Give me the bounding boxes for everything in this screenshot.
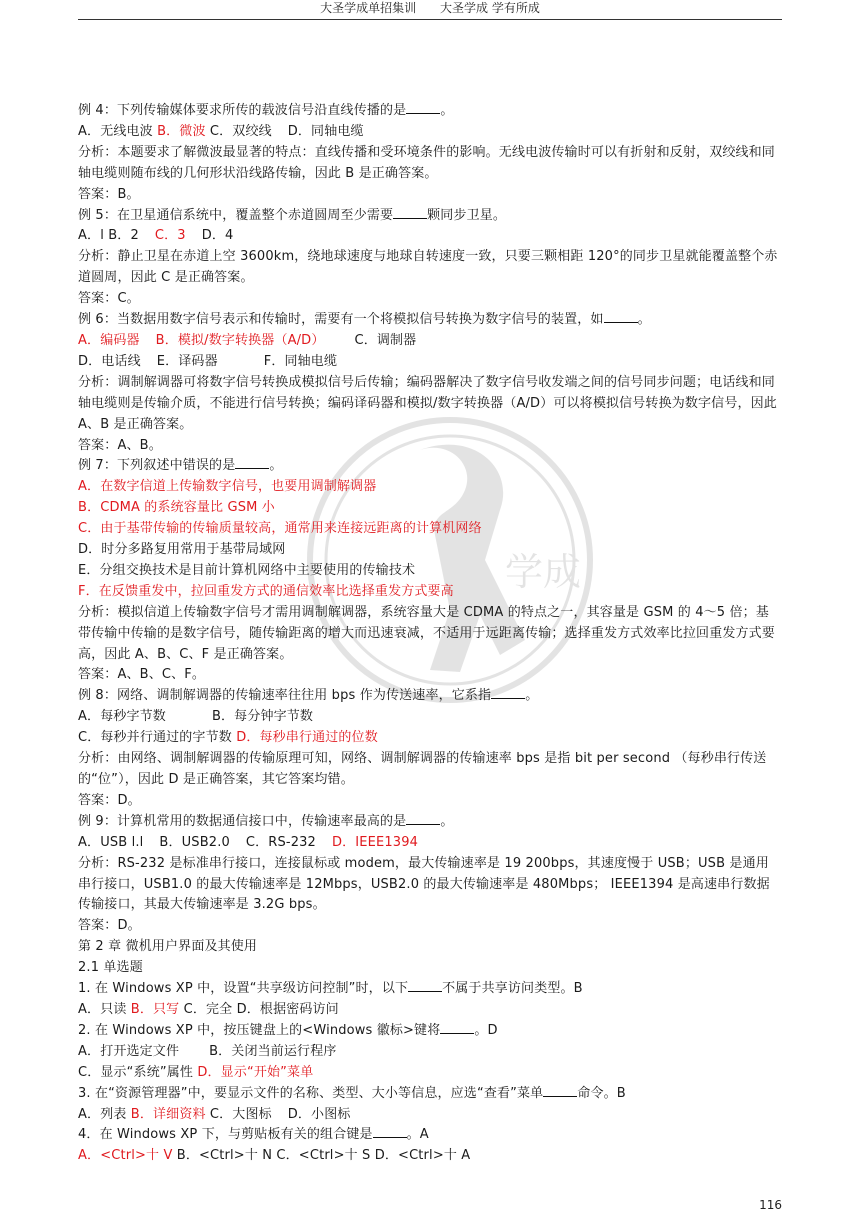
example-8-analysis: 分析：由网络、调制解调器的传输原理可知，网络、调制解调器的传输速率 bps 是指 bit per second （每秒串行传送的“位”），因此 D 是正确答案，其它答案均错。 bbox=[78, 751, 767, 787]
example-4-answer: 答案：B。 bbox=[78, 186, 140, 202]
correct-option: B．只写 bbox=[130, 1001, 180, 1017]
question-3-options: A．列表 B．详细资料 C．大图标 D．小图标 bbox=[78, 1106, 351, 1122]
answer-blank bbox=[408, 979, 442, 992]
correct-option: A．编码器 bbox=[78, 332, 140, 348]
question-1-options: A．只读 B．只写 C．完全 D．根据密码访问 bbox=[78, 1001, 339, 1017]
example-4-question: 例 4：下列传输媒体要求所传的载波信号沿直线传播的是 。 bbox=[78, 103, 454, 118]
question-2-options-row-1: A．打开选定文件 B．关闭当前运行程序 bbox=[78, 1043, 337, 1059]
answer-blank bbox=[543, 1084, 577, 1097]
example-6-question: 例 6：当数据用数字信号表示和传输时，需要有一个将模拟信号转换为数字信号的装置，如 。 bbox=[78, 312, 651, 328]
section-title: 2.1 单选题 bbox=[78, 960, 143, 976]
watermark-text: 学成 bbox=[505, 550, 582, 594]
example-4-options: A．无线电波 B．微波 C．双绞线 D．同轴电缆 bbox=[78, 123, 364, 139]
answer-blank bbox=[604, 310, 638, 323]
example-8-options-row-1: A．每秒字节数 B．每分钟字节数 bbox=[78, 709, 314, 725]
example-4-analysis: 分析：本题要求了解微波最显著的特点：直线传播和受环境条件的影响。无线电波传输时可以有折射和反射，双绞线和同轴电缆则随布线的几何形状沿线路传输，因此 B 是正确答案。 bbox=[78, 144, 775, 181]
answer-blank bbox=[393, 206, 427, 219]
example-7-option-e: E．分组交换技术是目前计算机网络中主要使用的传输技术 bbox=[78, 562, 416, 578]
correct-option: D．IEEE1394 bbox=[331, 834, 419, 850]
example-5-options: A．l B．2 C．3 D．4 bbox=[78, 228, 234, 244]
answer-blank bbox=[373, 1125, 407, 1138]
example-7-option-a: A．在数字信道上传输数字信号，也要用调制解调器 bbox=[78, 479, 377, 495]
example-9-answer: 答案：D。 bbox=[78, 918, 141, 934]
question-2: 2. 在 Windows XP 中，按压键盘上的<Windows 徽标>键将 。D bbox=[78, 1022, 498, 1038]
example-9-analysis: 分析：RS-232 是标准串行接口，连接鼠标或 modem，最大传输速率是 19 200bps，其速度慢于 USB；USB 是通用串行接口，USB1.0 的最大传输速率是 12Mbps，USB2.0 的最大传输速率是 480Mbps； IEEE1394 是高速串行数据传输接口，其最大传输速率是 3.2G bps。 bbox=[78, 855, 770, 913]
example-6-options-row-1: A．编码器 B．模拟/数字转换器（A/D） C．调制器 bbox=[78, 332, 417, 348]
example-9-options: A．USB l.l B．USB2.0 C．RS-232 D．IEEE1394 bbox=[78, 834, 419, 850]
correct-option: D．每秒串行通过的位数 bbox=[236, 730, 378, 746]
example-6-options-row-2: D．电话线 E．译码器 F．同轴电缆 bbox=[78, 353, 338, 369]
example-6-answer: 答案：A、B。 bbox=[78, 437, 162, 453]
example-7-option-d: D．时分多路复用常用于基带局域网 bbox=[78, 542, 286, 558]
correct-option: D．显示“开始”菜单 bbox=[197, 1064, 314, 1080]
correct-option: A．<Ctrl>十 V bbox=[78, 1148, 173, 1164]
correct-option: B．详细资料 bbox=[130, 1106, 206, 1122]
question-3: 3. 在“资源管理器”中，要显示文件的名称、类型、大小等信息，应选“查看”菜单 命令。B bbox=[78, 1085, 626, 1101]
correct-option: C．3 bbox=[154, 228, 186, 244]
question-2-options-row-2: C．显示“系统”属性 D．显示“开始”菜单 bbox=[78, 1064, 314, 1080]
example-5-analysis: 分析：静止卫星在赤道上空 3600km，绕地球速度与地球自转速度一致，只要三颗相距 120°的同步卫星就能覆盖整个赤道圆周，因此 C 是正确答案。 bbox=[78, 249, 778, 286]
header-right-text: 大圣学成 学有所成 bbox=[440, 1, 540, 15]
example-7-option-b: B．CDMA 的系统容量比 GSM 小 bbox=[78, 500, 275, 516]
example-5-answer: 答案：C。 bbox=[78, 291, 140, 307]
question-4-options: A．<Ctrl>十 V B．<Ctrl>十 N C．<Ctrl>十 S D．<Ctrl>十 A bbox=[78, 1148, 471, 1164]
example-7-question: 例 7：下列叙述中错误的是 。 bbox=[78, 458, 283, 474]
header-left-text: 大圣学成单招集训 bbox=[320, 1, 417, 15]
example-6-analysis: 分析：调制解调器可将数字信号转换成模拟信号后传输；编码器解决了数字信号收发端之间的信号同步问题；电话线和同轴电缆则是传输介质，不能进行信号转换；编码译码器和模拟/数字转换器（A/D）可以将模拟信号转换为数字信号，因此 A、B 是正确答案。 bbox=[78, 374, 777, 432]
page-number: 116 bbox=[759, 1198, 782, 1212]
question-1: 1. 在 Windows XP 中，设置“共享级访问控制”时，以下 不属于共享访问类型。B bbox=[78, 981, 583, 997]
answer-blank bbox=[406, 812, 440, 825]
chapter-title: 第 2 章 微机用户界面及其使用 bbox=[78, 939, 258, 955]
answer-blank bbox=[235, 456, 269, 469]
example-8-options-row-2: C．每秒并行通过的字节数 D．每秒串行通过的位数 bbox=[78, 730, 378, 746]
correct-option: B．模拟/数字转换器（A/D） bbox=[155, 332, 325, 348]
example-9-question: 例 9：计算机常用的数据通信接口中，传输速率最高的是 。 bbox=[78, 813, 454, 829]
answer-blank bbox=[491, 686, 525, 699]
document-body bbox=[78, 101, 782, 1167]
question-4: 4．在 Windows XP 下，与剪贴板有关的组合键是 。A bbox=[78, 1127, 429, 1143]
example-8-question: 例 8：网络、调制解调器的传输速率往往用 bps 作为传送速率，它系指 。 bbox=[78, 688, 539, 704]
example-7-option-f: F．在反馈重发中，拉回重发方式的通信效率比选择重发方式要高 bbox=[78, 583, 454, 599]
correct-option: B．微波 bbox=[157, 123, 206, 139]
example-7-option-c: C．由于基带传输的传输质量较高，通常用来连接远距离的计算机网络 bbox=[78, 521, 482, 537]
answer-blank bbox=[440, 1021, 474, 1034]
answer-blank bbox=[406, 101, 440, 114]
example-7-analysis: 分析：模拟信道上传输数字信号才需用调制解调器，系统容量大是 CDMA 的特点之一，其容量是 GSM 的 4～5 倍；基带传输中传输的是数字信号，随传输距离的增大而迅速衰减，不适用于远距离传输；选择重发方式效率比拉回重发方式要高，因此 A、B、C、F 是正确答案。 bbox=[78, 604, 775, 662]
page-header bbox=[78, 0, 782, 20]
example-7-answer: 答案：A、B、C、F。 bbox=[78, 667, 206, 683]
example-5-question: 例 5：在卫星通信系统中，覆盖整个赤道圆周至少需要 颗同步卫星。 bbox=[78, 207, 507, 223]
example-8-answer: 答案：D。 bbox=[78, 792, 141, 808]
